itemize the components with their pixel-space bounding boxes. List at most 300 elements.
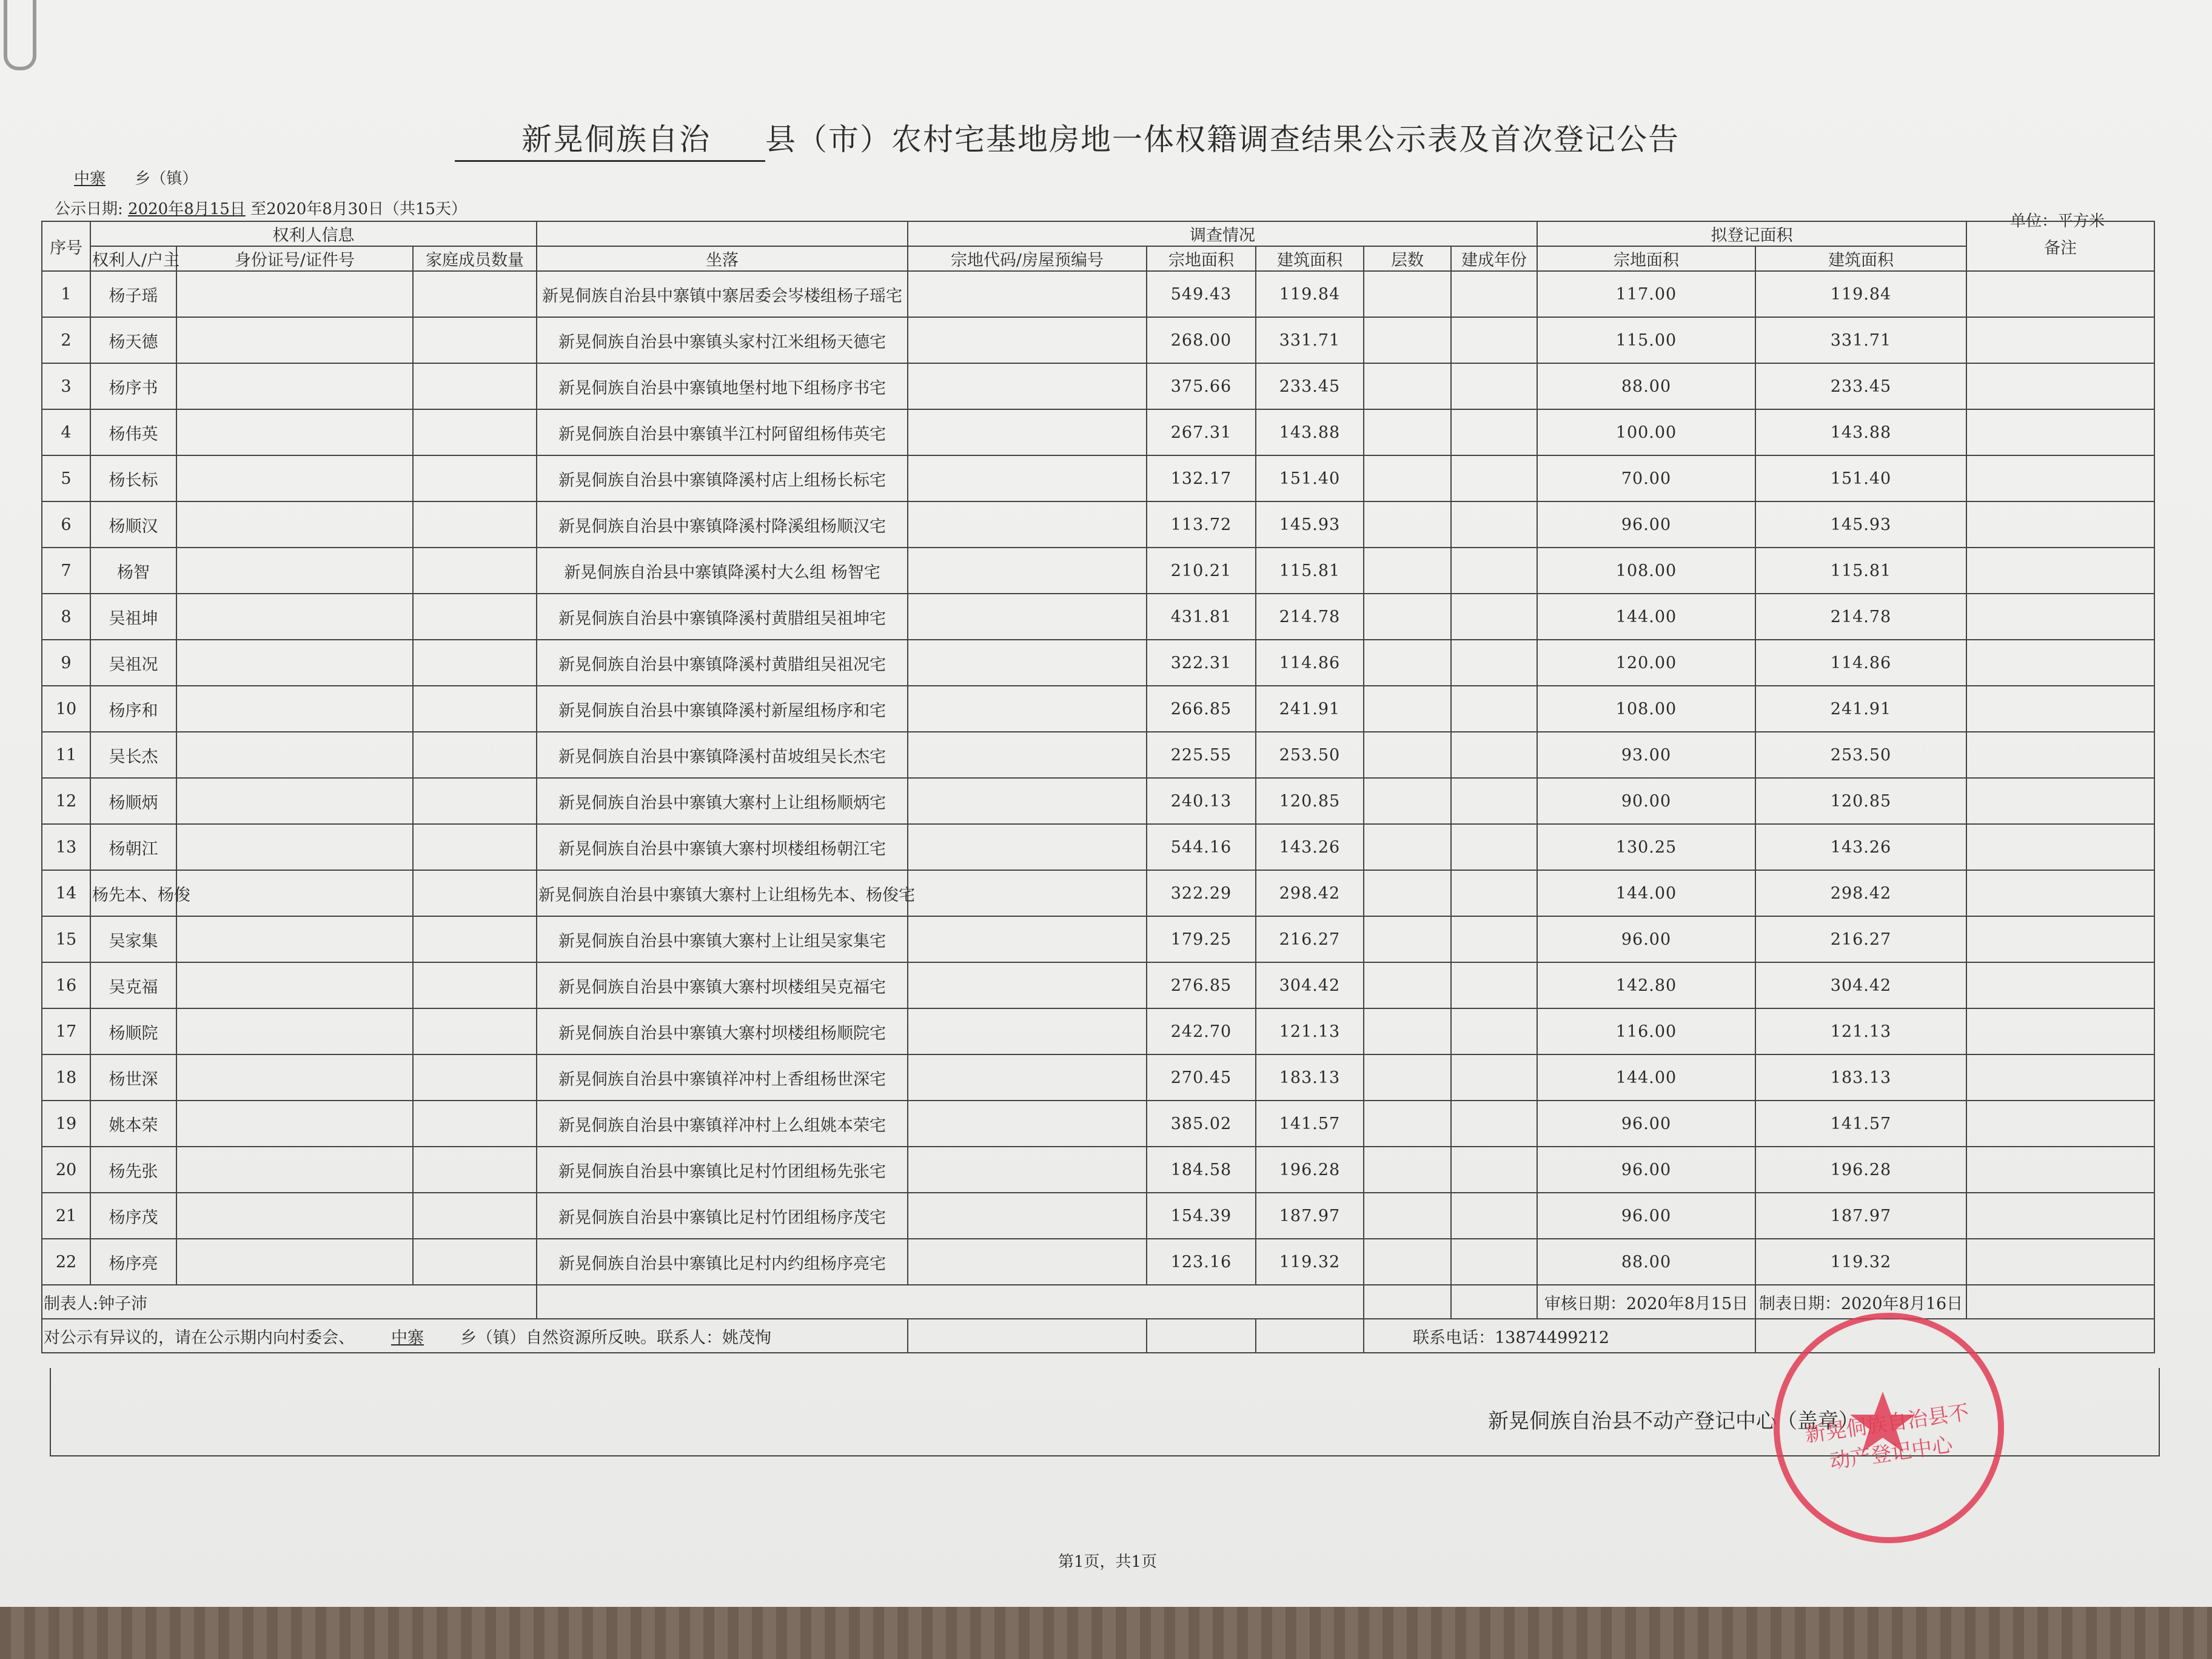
floors-cell bbox=[1364, 686, 1451, 732]
objection-prefix: 对公示有异议的，请在公示期内向村委会、 bbox=[44, 1328, 355, 1347]
table-row bbox=[42, 455, 2154, 501]
floors-cell bbox=[1364, 640, 1451, 686]
table-row bbox=[42, 1239, 2154, 1285]
table-row bbox=[42, 1147, 2154, 1193]
remark-cell bbox=[1966, 1101, 2154, 1147]
township-suffix: 乡（镇） bbox=[135, 170, 198, 188]
id-cell bbox=[176, 363, 413, 409]
date-end: 至2020年8月30日（共15天） bbox=[250, 200, 467, 218]
reg-build-cell: 216.27 bbox=[1755, 916, 1966, 962]
year-cell bbox=[1451, 686, 1537, 732]
remark-cell bbox=[1966, 501, 2154, 548]
code-cell bbox=[908, 962, 1147, 1008]
name-cell: 杨顺汉 bbox=[90, 501, 176, 548]
code-cell bbox=[908, 640, 1147, 686]
location-cell: 新晃侗族自治县中寨镇降溪村黄腊组吴祖坤宅 bbox=[537, 594, 908, 640]
id-cell bbox=[176, 1239, 413, 1285]
seq-cell: 1 bbox=[42, 271, 90, 317]
name-cell: 杨子瑶 bbox=[90, 271, 176, 317]
reg-land-cell: 100.00 bbox=[1537, 409, 1755, 455]
code-cell bbox=[908, 1101, 1147, 1147]
code-cell bbox=[908, 409, 1147, 455]
build-area-cell: 119.84 bbox=[1256, 271, 1364, 317]
land-area-cell: 276.85 bbox=[1147, 962, 1256, 1008]
id-cell bbox=[176, 317, 413, 363]
seq-cell: 19 bbox=[42, 1101, 90, 1147]
location-cell: 新晃侗族自治县中寨镇比足村竹团组杨序茂宅 bbox=[537, 1193, 908, 1239]
name-cell: 杨序茂 bbox=[90, 1193, 176, 1239]
floors-cell bbox=[1364, 916, 1451, 962]
table-row bbox=[42, 640, 2154, 686]
floors-cell bbox=[1364, 1054, 1451, 1101]
maker-blank bbox=[537, 1285, 1364, 1319]
floors-cell bbox=[1364, 317, 1451, 363]
reg-build-cell: 196.28 bbox=[1755, 1147, 1966, 1193]
table-row bbox=[42, 594, 2154, 640]
seq-cell: 7 bbox=[42, 548, 90, 594]
reg-land-cell: 96.00 bbox=[1537, 501, 1755, 548]
build-area-cell: 216.27 bbox=[1256, 916, 1364, 962]
remark-cell bbox=[1966, 916, 2154, 962]
id-cell bbox=[176, 962, 413, 1008]
seal-text: 新晃侗族自治县不动产登记中心 bbox=[1803, 1400, 1971, 1474]
location-cell: 新晃侗族自治县中寨镇祥冲村上香组杨世深宅 bbox=[537, 1054, 908, 1101]
remark-cell bbox=[1966, 686, 2154, 732]
build-area-cell: 187.97 bbox=[1256, 1193, 1364, 1239]
remark-cell bbox=[1966, 317, 2154, 363]
reg-build-cell: 119.84 bbox=[1755, 271, 1966, 317]
seq-cell: 18 bbox=[42, 1054, 90, 1101]
seq-cell: 6 bbox=[42, 501, 90, 548]
reg-build-cell: 119.32 bbox=[1755, 1239, 1966, 1285]
id-cell bbox=[176, 501, 413, 548]
location-cell: 新晃侗族自治县中寨镇比足村内约组杨序亮宅 bbox=[537, 1239, 908, 1285]
reg-land-cell: 144.00 bbox=[1537, 870, 1755, 916]
code-cell bbox=[908, 317, 1147, 363]
header-reg-area: 拟登记面积 bbox=[1537, 221, 1966, 246]
seq-cell: 16 bbox=[42, 962, 90, 1008]
reg-build-cell: 143.88 bbox=[1755, 409, 1966, 455]
remark-cell bbox=[1966, 1054, 2154, 1101]
name-cell: 杨先张 bbox=[90, 1147, 176, 1193]
remark-cell bbox=[1966, 548, 2154, 594]
header-location: 坐落 bbox=[537, 246, 908, 271]
seq-cell: 2 bbox=[42, 317, 90, 363]
id-cell bbox=[176, 455, 413, 501]
table-row bbox=[42, 870, 2154, 916]
id-cell bbox=[176, 686, 413, 732]
table-row bbox=[42, 317, 2154, 363]
reg-land-cell: 120.00 bbox=[1537, 640, 1755, 686]
name-cell: 吴克福 bbox=[90, 962, 176, 1008]
maker-name: 钟子沛 bbox=[98, 1294, 148, 1313]
location-cell: 新晃侗族自治县中寨镇半江村阿留组杨伟英宅 bbox=[537, 409, 908, 455]
seq-cell: 14 bbox=[42, 870, 90, 916]
table-row bbox=[42, 962, 2154, 1008]
header-seq: 序号 bbox=[42, 221, 90, 271]
name-cell: 杨序书 bbox=[90, 363, 176, 409]
year-cell bbox=[1451, 548, 1537, 594]
reg-build-cell: 121.13 bbox=[1755, 1008, 1966, 1054]
code-cell bbox=[908, 686, 1147, 732]
reg-build-cell: 241.91 bbox=[1755, 686, 1966, 732]
reg-land-cell: 115.00 bbox=[1537, 317, 1755, 363]
seq-cell: 20 bbox=[42, 1147, 90, 1193]
year-cell bbox=[1451, 501, 1537, 548]
reg-build-cell: 233.45 bbox=[1755, 363, 1966, 409]
name-cell: 杨智 bbox=[90, 548, 176, 594]
reg-land-cell: 88.00 bbox=[1537, 1239, 1755, 1285]
build-area-cell: 253.50 bbox=[1256, 732, 1364, 778]
table-row bbox=[42, 824, 2154, 870]
land-area-cell: 184.58 bbox=[1147, 1147, 1256, 1193]
land-area-cell: 268.00 bbox=[1147, 317, 1256, 363]
name-cell: 杨序和 bbox=[90, 686, 176, 732]
year-cell bbox=[1451, 1008, 1537, 1054]
id-cell bbox=[176, 271, 413, 317]
land-area-cell: 267.31 bbox=[1147, 409, 1256, 455]
land-area-cell: 242.70 bbox=[1147, 1008, 1256, 1054]
land-area-cell: 270.45 bbox=[1147, 1054, 1256, 1101]
family-cell bbox=[413, 363, 537, 409]
code-cell bbox=[908, 824, 1147, 870]
table-row bbox=[42, 1054, 2154, 1101]
reg-build-cell: 141.57 bbox=[1755, 1101, 1966, 1147]
location-cell: 新晃侗族自治县中寨镇祥冲村上么组姚本荣宅 bbox=[537, 1101, 908, 1147]
seq-cell: 10 bbox=[42, 686, 90, 732]
reg-land-cell: 144.00 bbox=[1537, 594, 1755, 640]
year-cell bbox=[1451, 1054, 1537, 1101]
land-area-cell: 266.85 bbox=[1147, 686, 1256, 732]
objection-suffix: 乡（镇）自然资源所反映。联系人：姚茂恂 bbox=[460, 1328, 771, 1347]
location-cell: 新晃侗族自治县中寨镇降溪村黄腊组吴祖况宅 bbox=[537, 640, 908, 686]
seq-cell: 21 bbox=[42, 1193, 90, 1239]
reg-build-cell: 253.50 bbox=[1755, 732, 1966, 778]
floors-cell bbox=[1364, 501, 1451, 548]
reg-land-cell: 144.00 bbox=[1537, 1054, 1755, 1101]
code-cell bbox=[908, 1008, 1147, 1054]
id-cell bbox=[176, 594, 413, 640]
build-area-cell: 298.42 bbox=[1256, 870, 1364, 916]
year-cell bbox=[1451, 1239, 1537, 1285]
year-cell bbox=[1451, 1147, 1537, 1193]
year-cell bbox=[1451, 916, 1537, 962]
id-cell bbox=[176, 1054, 413, 1101]
reg-land-cell: 96.00 bbox=[1537, 1193, 1755, 1239]
family-cell bbox=[413, 640, 537, 686]
id-cell bbox=[176, 1193, 413, 1239]
code-cell bbox=[908, 916, 1147, 962]
id-cell bbox=[176, 1101, 413, 1147]
table-row bbox=[42, 916, 2154, 962]
land-area-cell: 113.72 bbox=[1147, 501, 1256, 548]
land-area-cell: 375.66 bbox=[1147, 363, 1256, 409]
remark-cell bbox=[1966, 962, 2154, 1008]
build-area-cell: 115.81 bbox=[1256, 548, 1364, 594]
name-cell: 杨序亮 bbox=[90, 1239, 176, 1285]
year-cell bbox=[1451, 271, 1537, 317]
floors-cell bbox=[1364, 1008, 1451, 1054]
name-cell: 吴家集 bbox=[90, 916, 176, 962]
floors-cell bbox=[1364, 962, 1451, 1008]
location-cell: 新晃侗族自治县中寨镇头家村江米组杨天德宅 bbox=[537, 317, 908, 363]
floors-cell bbox=[1364, 824, 1451, 870]
year-cell bbox=[1451, 363, 1537, 409]
code-cell bbox=[908, 732, 1147, 778]
land-area-cell: 132.17 bbox=[1147, 455, 1256, 501]
year-cell bbox=[1451, 640, 1537, 686]
seq-cell: 9 bbox=[42, 640, 90, 686]
name-cell: 杨世深 bbox=[90, 1054, 176, 1101]
location-cell: 新晃侗族自治县中寨镇大寨村上让组吴家集宅 bbox=[537, 916, 908, 962]
land-area-cell: 123.16 bbox=[1147, 1239, 1256, 1285]
id-cell bbox=[176, 1147, 413, 1193]
floors-cell bbox=[1364, 778, 1451, 824]
build-area-cell: 183.13 bbox=[1256, 1054, 1364, 1101]
review-date: 审核日期：2020年8月15日 bbox=[1537, 1285, 1755, 1319]
remark-cell bbox=[1966, 824, 2154, 870]
reg-build-cell: 183.13 bbox=[1755, 1054, 1966, 1101]
family-cell bbox=[413, 1008, 537, 1054]
id-cell bbox=[176, 1008, 413, 1054]
header-id: 身份证号/证件号 bbox=[176, 246, 413, 271]
date-start: 2020年8月15日 bbox=[128, 200, 246, 218]
build-area-cell: 233.45 bbox=[1256, 363, 1364, 409]
location-cell: 新晃侗族自治县中寨镇大寨村坝楼组杨朝江宅 bbox=[537, 824, 908, 870]
build-area-cell: 196.28 bbox=[1256, 1147, 1364, 1193]
family-cell bbox=[413, 824, 537, 870]
remark-cell bbox=[1966, 271, 2154, 317]
build-area-cell: 119.32 bbox=[1256, 1239, 1364, 1285]
location-cell: 新晃侗族自治县中寨镇比足村竹团组杨先张宅 bbox=[537, 1147, 908, 1193]
reg-land-cell: 93.00 bbox=[1537, 732, 1755, 778]
seq-cell: 17 bbox=[42, 1008, 90, 1054]
family-cell bbox=[413, 1101, 537, 1147]
reg-build-cell: 115.81 bbox=[1755, 548, 1966, 594]
id-cell bbox=[176, 640, 413, 686]
name-cell: 杨先本、杨俊 bbox=[90, 870, 176, 916]
unit-label: 单位：平方米 bbox=[2010, 212, 2105, 230]
build-area-cell: 151.40 bbox=[1256, 455, 1364, 501]
year-cell bbox=[1451, 409, 1537, 455]
remark-cell bbox=[1966, 1239, 2154, 1285]
year-cell bbox=[1451, 317, 1537, 363]
land-area-cell: 549.43 bbox=[1147, 271, 1256, 317]
location-cell: 新晃侗族自治县中寨镇大寨村上让组杨先本、杨俊宅 bbox=[537, 870, 908, 916]
year-cell bbox=[1451, 455, 1537, 501]
header-reg-build: 建筑面积 bbox=[1755, 246, 1966, 271]
floors-cell bbox=[1364, 548, 1451, 594]
code-cell bbox=[908, 778, 1147, 824]
floors-cell bbox=[1364, 409, 1451, 455]
name-cell: 吴祖坤 bbox=[90, 594, 176, 640]
family-cell bbox=[413, 409, 537, 455]
reg-build-cell: 145.93 bbox=[1755, 501, 1966, 548]
paper-clip-icon bbox=[4, 0, 36, 70]
location-cell: 新晃侗族自治县中寨镇大寨村坝楼组杨顺院宅 bbox=[537, 1008, 908, 1054]
remark-cell bbox=[1966, 1147, 2154, 1193]
family-cell bbox=[413, 916, 537, 962]
family-cell bbox=[413, 548, 537, 594]
table-row bbox=[42, 686, 2154, 732]
name-cell: 杨顺炳 bbox=[90, 778, 176, 824]
land-area-cell: 322.29 bbox=[1147, 870, 1256, 916]
table-row bbox=[42, 732, 2154, 778]
family-cell bbox=[413, 962, 537, 1008]
land-area-cell: 385.02 bbox=[1147, 1101, 1256, 1147]
seq-cell: 3 bbox=[42, 363, 90, 409]
name-cell: 杨天德 bbox=[90, 317, 176, 363]
reg-land-cell: 142.80 bbox=[1537, 962, 1755, 1008]
build-area-cell: 141.57 bbox=[1256, 1101, 1364, 1147]
remark-cell bbox=[1966, 409, 2154, 455]
floors-cell bbox=[1364, 363, 1451, 409]
floors-cell bbox=[1364, 1147, 1451, 1193]
issuer-name: 新晃侗族自治县不动产登记中心（盖章） bbox=[1488, 1409, 1859, 1433]
floors-cell bbox=[1364, 594, 1451, 640]
remark-cell bbox=[1966, 363, 2154, 409]
seq-cell: 15 bbox=[42, 916, 90, 962]
reg-build-cell: 120.85 bbox=[1755, 778, 1966, 824]
build-area-cell: 304.42 bbox=[1256, 962, 1364, 1008]
reg-land-cell: 108.00 bbox=[1537, 686, 1755, 732]
phone: 联系电话：13874499212 bbox=[1364, 1319, 1755, 1353]
reg-build-cell: 298.42 bbox=[1755, 870, 1966, 916]
seq-cell: 12 bbox=[42, 778, 90, 824]
header-name: 权利人/户主 bbox=[90, 246, 176, 271]
header-rights-info: 权利人信息 bbox=[90, 221, 537, 246]
year-cell bbox=[1451, 732, 1537, 778]
seq-cell: 4 bbox=[42, 409, 90, 455]
header-reg-land: 宗地面积 bbox=[1537, 246, 1755, 271]
reg-land-cell: 96.00 bbox=[1537, 1101, 1755, 1147]
id-cell bbox=[176, 870, 413, 916]
remark-cell bbox=[1966, 1193, 2154, 1239]
year-cell bbox=[1451, 962, 1537, 1008]
name-cell: 吴祖况 bbox=[90, 640, 176, 686]
objection-blank-2 bbox=[1147, 1319, 1256, 1353]
id-cell bbox=[176, 548, 413, 594]
location-cell: 新晃侗族自治县中寨镇降溪村大么组 杨智宅 bbox=[537, 548, 908, 594]
build-area-cell: 114.86 bbox=[1256, 640, 1364, 686]
family-cell bbox=[413, 594, 537, 640]
page-footer: 第1页，共1页 bbox=[1058, 1553, 1158, 1571]
land-area-cell: 225.55 bbox=[1147, 732, 1256, 778]
reg-build-cell: 187.97 bbox=[1755, 1193, 1966, 1239]
table-date: 制表日期：2020年8月16日 bbox=[1755, 1285, 1966, 1319]
table-row bbox=[42, 1193, 2154, 1239]
code-cell bbox=[908, 1054, 1147, 1101]
family-cell bbox=[413, 778, 537, 824]
code-cell bbox=[908, 271, 1147, 317]
year-cell bbox=[1451, 824, 1537, 870]
objection-town: 中寨 bbox=[391, 1328, 424, 1347]
location-cell: 新晃侗族自治县中寨镇降溪村降溪组杨顺汉宅 bbox=[537, 501, 908, 548]
floors-cell bbox=[1364, 455, 1451, 501]
floors-cell bbox=[1364, 271, 1451, 317]
table-row bbox=[42, 271, 2154, 317]
seq-cell: 8 bbox=[42, 594, 90, 640]
reg-land-cell: 96.00 bbox=[1537, 1147, 1755, 1193]
family-cell bbox=[413, 1239, 537, 1285]
reg-build-cell: 143.26 bbox=[1755, 824, 1966, 870]
official-seal bbox=[1774, 1313, 2004, 1543]
code-cell bbox=[908, 594, 1147, 640]
reg-land-cell: 117.00 bbox=[1537, 271, 1755, 317]
remark-cell bbox=[1966, 778, 2154, 824]
date-label: 公示日期: bbox=[55, 200, 123, 218]
maker-label: 制表人: bbox=[44, 1294, 99, 1313]
family-cell bbox=[413, 271, 537, 317]
maker-cell bbox=[42, 1285, 537, 1319]
year-cell bbox=[1451, 1193, 1537, 1239]
location-cell: 新晃侗族自治县中寨镇降溪村苗坡组吴长杰宅 bbox=[537, 732, 908, 778]
floors-cell bbox=[1364, 732, 1451, 778]
document-title bbox=[455, 115, 1789, 162]
floors-cell bbox=[1364, 1239, 1451, 1285]
remark-cell bbox=[1966, 594, 2154, 640]
year-cell bbox=[1451, 1101, 1537, 1147]
table-body bbox=[42, 271, 2154, 1285]
public-notice-table bbox=[41, 221, 2155, 1353]
table-row bbox=[42, 1101, 2154, 1147]
remark-cell bbox=[1966, 732, 2154, 778]
name-cell: 杨顺院 bbox=[90, 1008, 176, 1054]
code-cell bbox=[908, 1147, 1147, 1193]
build-area-cell: 143.88 bbox=[1256, 409, 1364, 455]
floors-cell bbox=[1364, 1101, 1451, 1147]
reg-build-cell: 331.71 bbox=[1755, 317, 1966, 363]
family-cell bbox=[413, 870, 537, 916]
id-cell bbox=[176, 778, 413, 824]
family-cell bbox=[413, 501, 537, 548]
floors-cell bbox=[1364, 1193, 1451, 1239]
reg-land-cell: 116.00 bbox=[1537, 1008, 1755, 1054]
reg-land-cell: 88.00 bbox=[1537, 363, 1755, 409]
header-build-area: 建筑面积 bbox=[1256, 246, 1364, 271]
header-family: 家庭成员数量 bbox=[413, 246, 537, 271]
table-row bbox=[42, 501, 2154, 548]
build-area-cell: 121.13 bbox=[1256, 1008, 1364, 1054]
family-cell bbox=[413, 1054, 537, 1101]
location-cell: 新晃侗族自治县中寨镇地堡村地下组杨序书宅 bbox=[537, 363, 908, 409]
reg-build-cell: 214.78 bbox=[1755, 594, 1966, 640]
table-row bbox=[42, 363, 2154, 409]
name-cell: 杨朝江 bbox=[90, 824, 176, 870]
name-cell: 杨长标 bbox=[90, 455, 176, 501]
remark-cell bbox=[1966, 640, 2154, 686]
family-cell bbox=[413, 732, 537, 778]
location-cell: 新晃侗族自治县中寨镇大寨村坝楼组吴克福宅 bbox=[537, 962, 908, 1008]
name-cell: 姚本荣 bbox=[90, 1101, 176, 1147]
build-area-cell: 241.91 bbox=[1256, 686, 1364, 732]
land-area-cell: 240.13 bbox=[1147, 778, 1256, 824]
code-cell bbox=[908, 870, 1147, 916]
code-cell bbox=[908, 501, 1147, 548]
maker-blank-3 bbox=[1451, 1285, 1537, 1319]
objection-cell bbox=[42, 1319, 908, 1353]
land-area-cell: 179.25 bbox=[1147, 916, 1256, 962]
objection-blank-3 bbox=[1256, 1319, 1364, 1353]
location-cell: 新晃侗族自治县中寨镇降溪村店上组杨长标宅 bbox=[537, 455, 908, 501]
id-cell bbox=[176, 916, 413, 962]
build-area-cell: 143.26 bbox=[1256, 824, 1364, 870]
land-area-cell: 322.31 bbox=[1147, 640, 1256, 686]
floors-cell bbox=[1364, 870, 1451, 916]
id-cell bbox=[176, 824, 413, 870]
id-cell bbox=[176, 409, 413, 455]
name-cell: 杨伟英 bbox=[90, 409, 176, 455]
